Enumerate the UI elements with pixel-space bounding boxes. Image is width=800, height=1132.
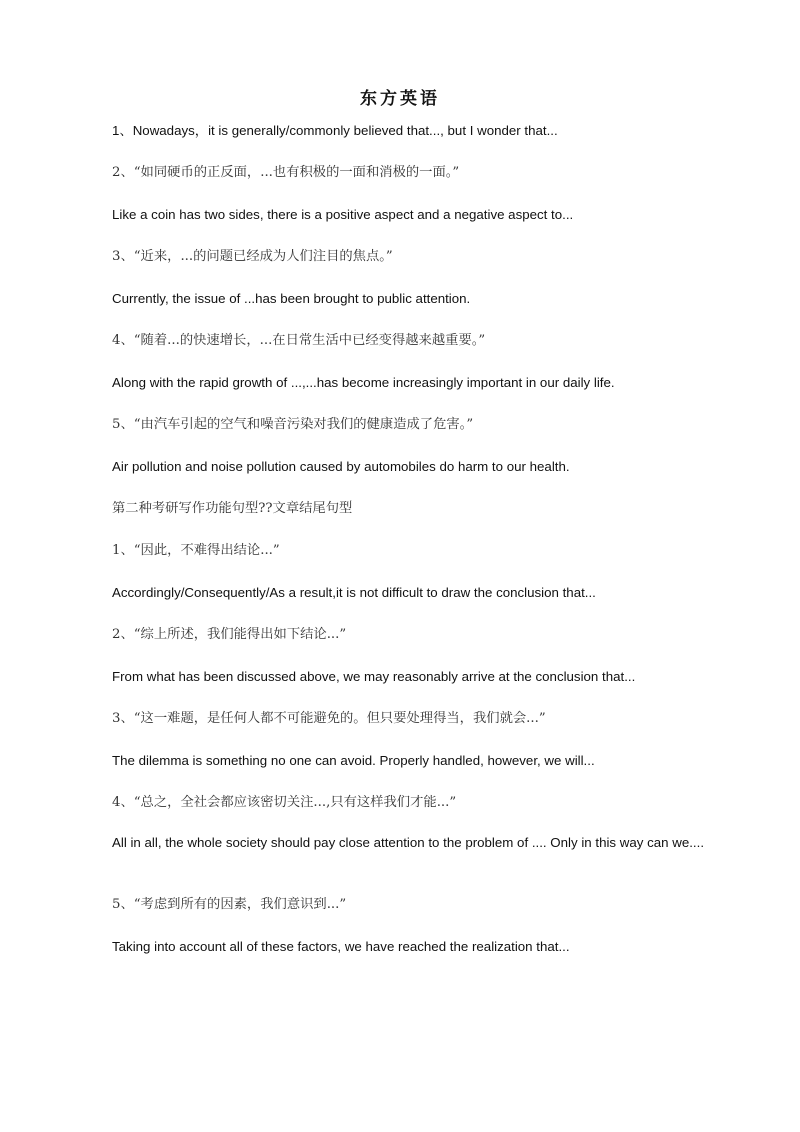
opening-sentence-5-en: Air pollution and noise pollution caused by automobiles do harm to our health. bbox=[112, 459, 570, 474]
closing-sentence-5-zh: 5、“考虑到所有的因素，我们意识到...” bbox=[112, 897, 347, 912]
closing-sentence-3-en: The dilemma is something no one can avoid. Properly handled, however, we will... bbox=[112, 753, 595, 768]
closing-sentence-4-zh: 4、“总之，全社会都应该密切关注...,只有这样我们才能...” bbox=[112, 795, 457, 810]
opening-sentence-4-zh: 4、“随着...的快速增长，...在日常生活中已经变得越来越重要。” bbox=[112, 333, 486, 348]
closing-sentence-3-zh: 3、“这一难题，是任何人都不可能避免的。但只要处理得当，我们就会...” bbox=[112, 711, 546, 726]
section-heading-closing: 第二种考研写作功能句型??文章结尾句型 bbox=[112, 501, 353, 516]
opening-sentence-2-zh: 2、“如同硬币的正反面，...也有积极的一面和消极的一面。” bbox=[112, 165, 460, 180]
opening-sentence-5-zh: 5、“由汽车引起的空气和噪音污染对我们的健康造成了危害。” bbox=[112, 417, 474, 432]
closing-sentence-1-zh: 1、“因此，不难得出结论...” bbox=[112, 543, 280, 558]
closing-sentence-2-zh: 2、“综上所述，我们能得出如下结论...” bbox=[112, 627, 347, 642]
opening-sentence-4-en: Along with the rapid growth of ...,...has become increasingly important in our daily life. bbox=[112, 375, 615, 390]
opening-sentence-3-zh: 3、“近来，...的问题已经成为人们注目的焦点。” bbox=[112, 249, 393, 264]
opening-sentence-3-en: Currently, the issue of ...has been brought to public attention. bbox=[112, 291, 471, 306]
opening-sentence-2-en: Like a coin has two sides, there is a positive aspect and a negative aspect to... bbox=[112, 207, 574, 222]
closing-sentence-1-en: Accordingly/Consequently/As a result,it is not difficult to draw the conclusion that... bbox=[112, 585, 596, 600]
closing-sentence-2-en: From what has been discussed above, we may reasonably arrive at the conclusion that... bbox=[112, 669, 636, 684]
closing-sentence-5-en: Taking into account all of these factors, we have reached the realization that... bbox=[112, 939, 570, 954]
document-title: 东方英语 bbox=[360, 89, 440, 109]
closing-sentence-4-en: All in all, the whole society should pay close attention to the problem of .... Only in this way can we.... bbox=[112, 835, 705, 850]
opening-sentence-1-zh-en: 1、Nowadays，it is generally/commonly believed that..., but I wonder that... bbox=[112, 123, 558, 138]
